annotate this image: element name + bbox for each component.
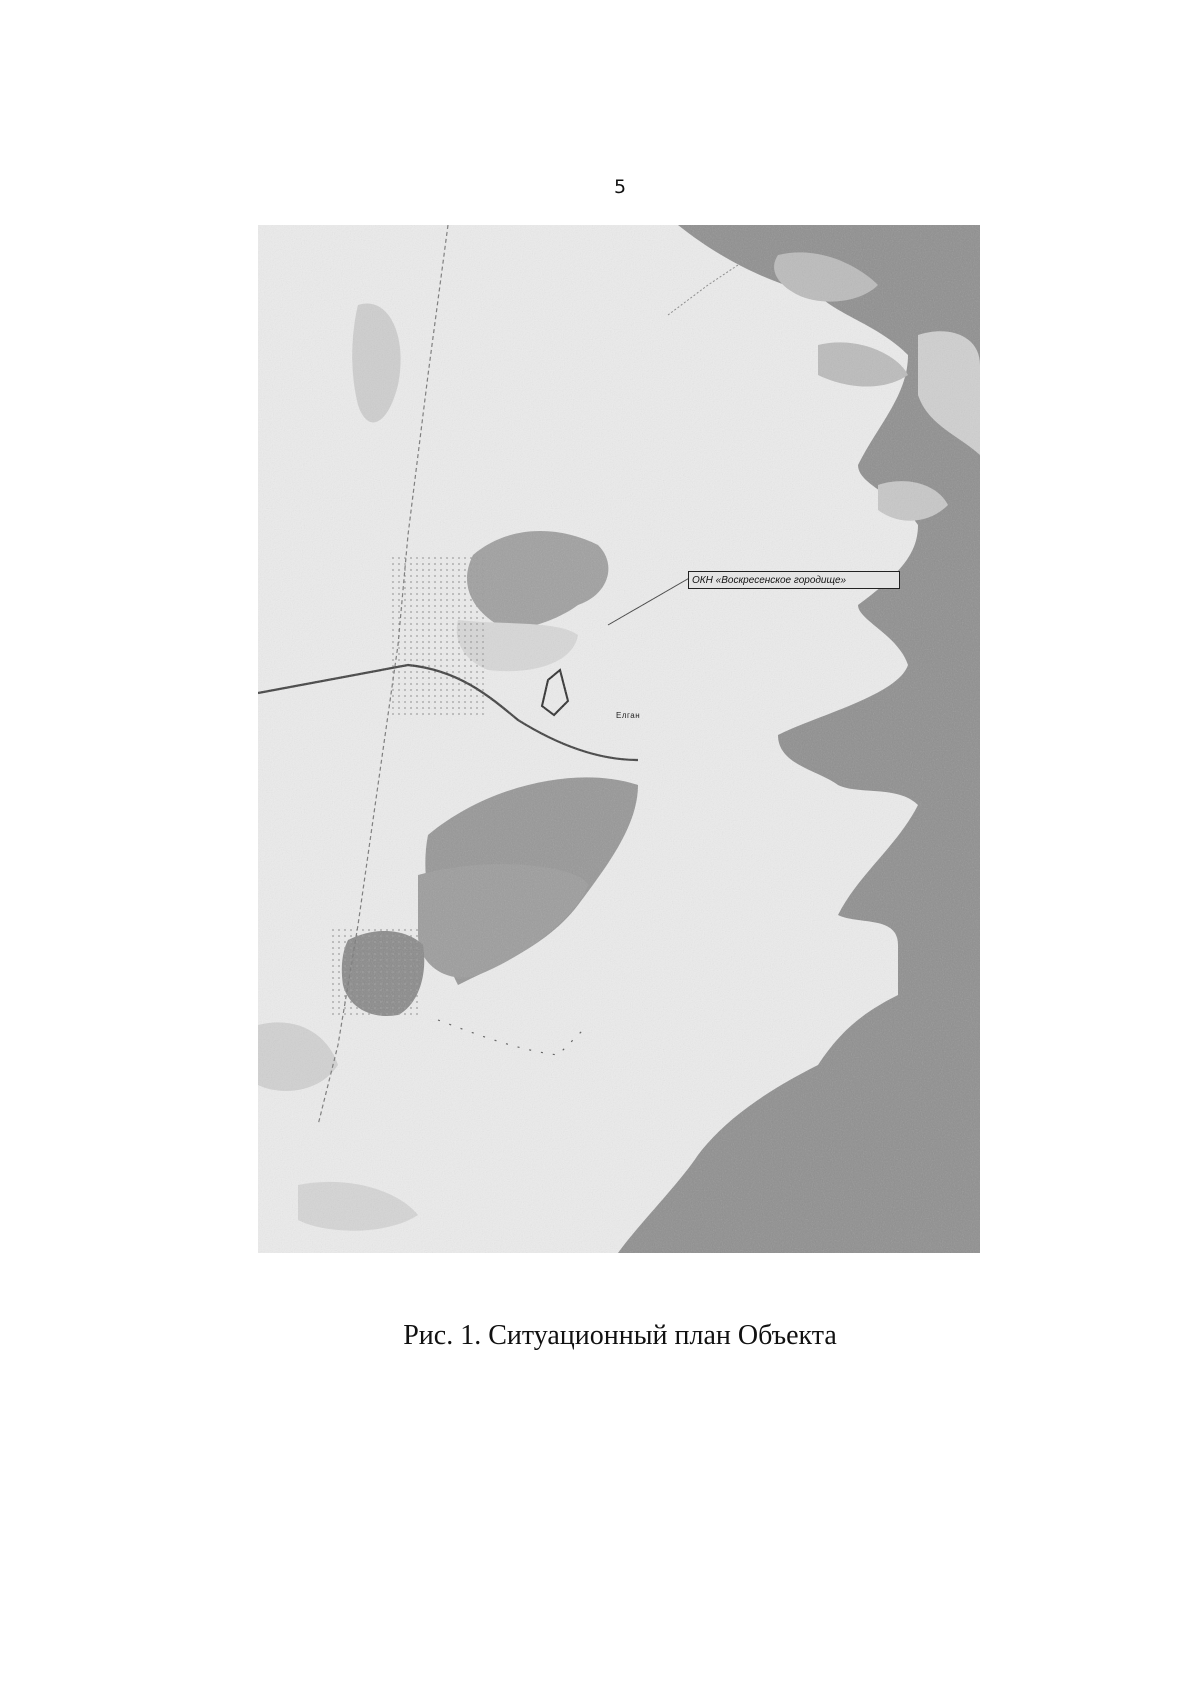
settlement-dots [328,925,418,1015]
settlement-dots [388,555,488,715]
page-number: 5 [613,176,627,198]
place-label: Елган [616,711,641,720]
figure-caption: Рис. 1. Ситуационный план Объекта [403,1320,837,1351]
situation-map [258,225,980,1253]
okn-callout-label: ОКН «Воскресенское городище» [688,571,900,589]
